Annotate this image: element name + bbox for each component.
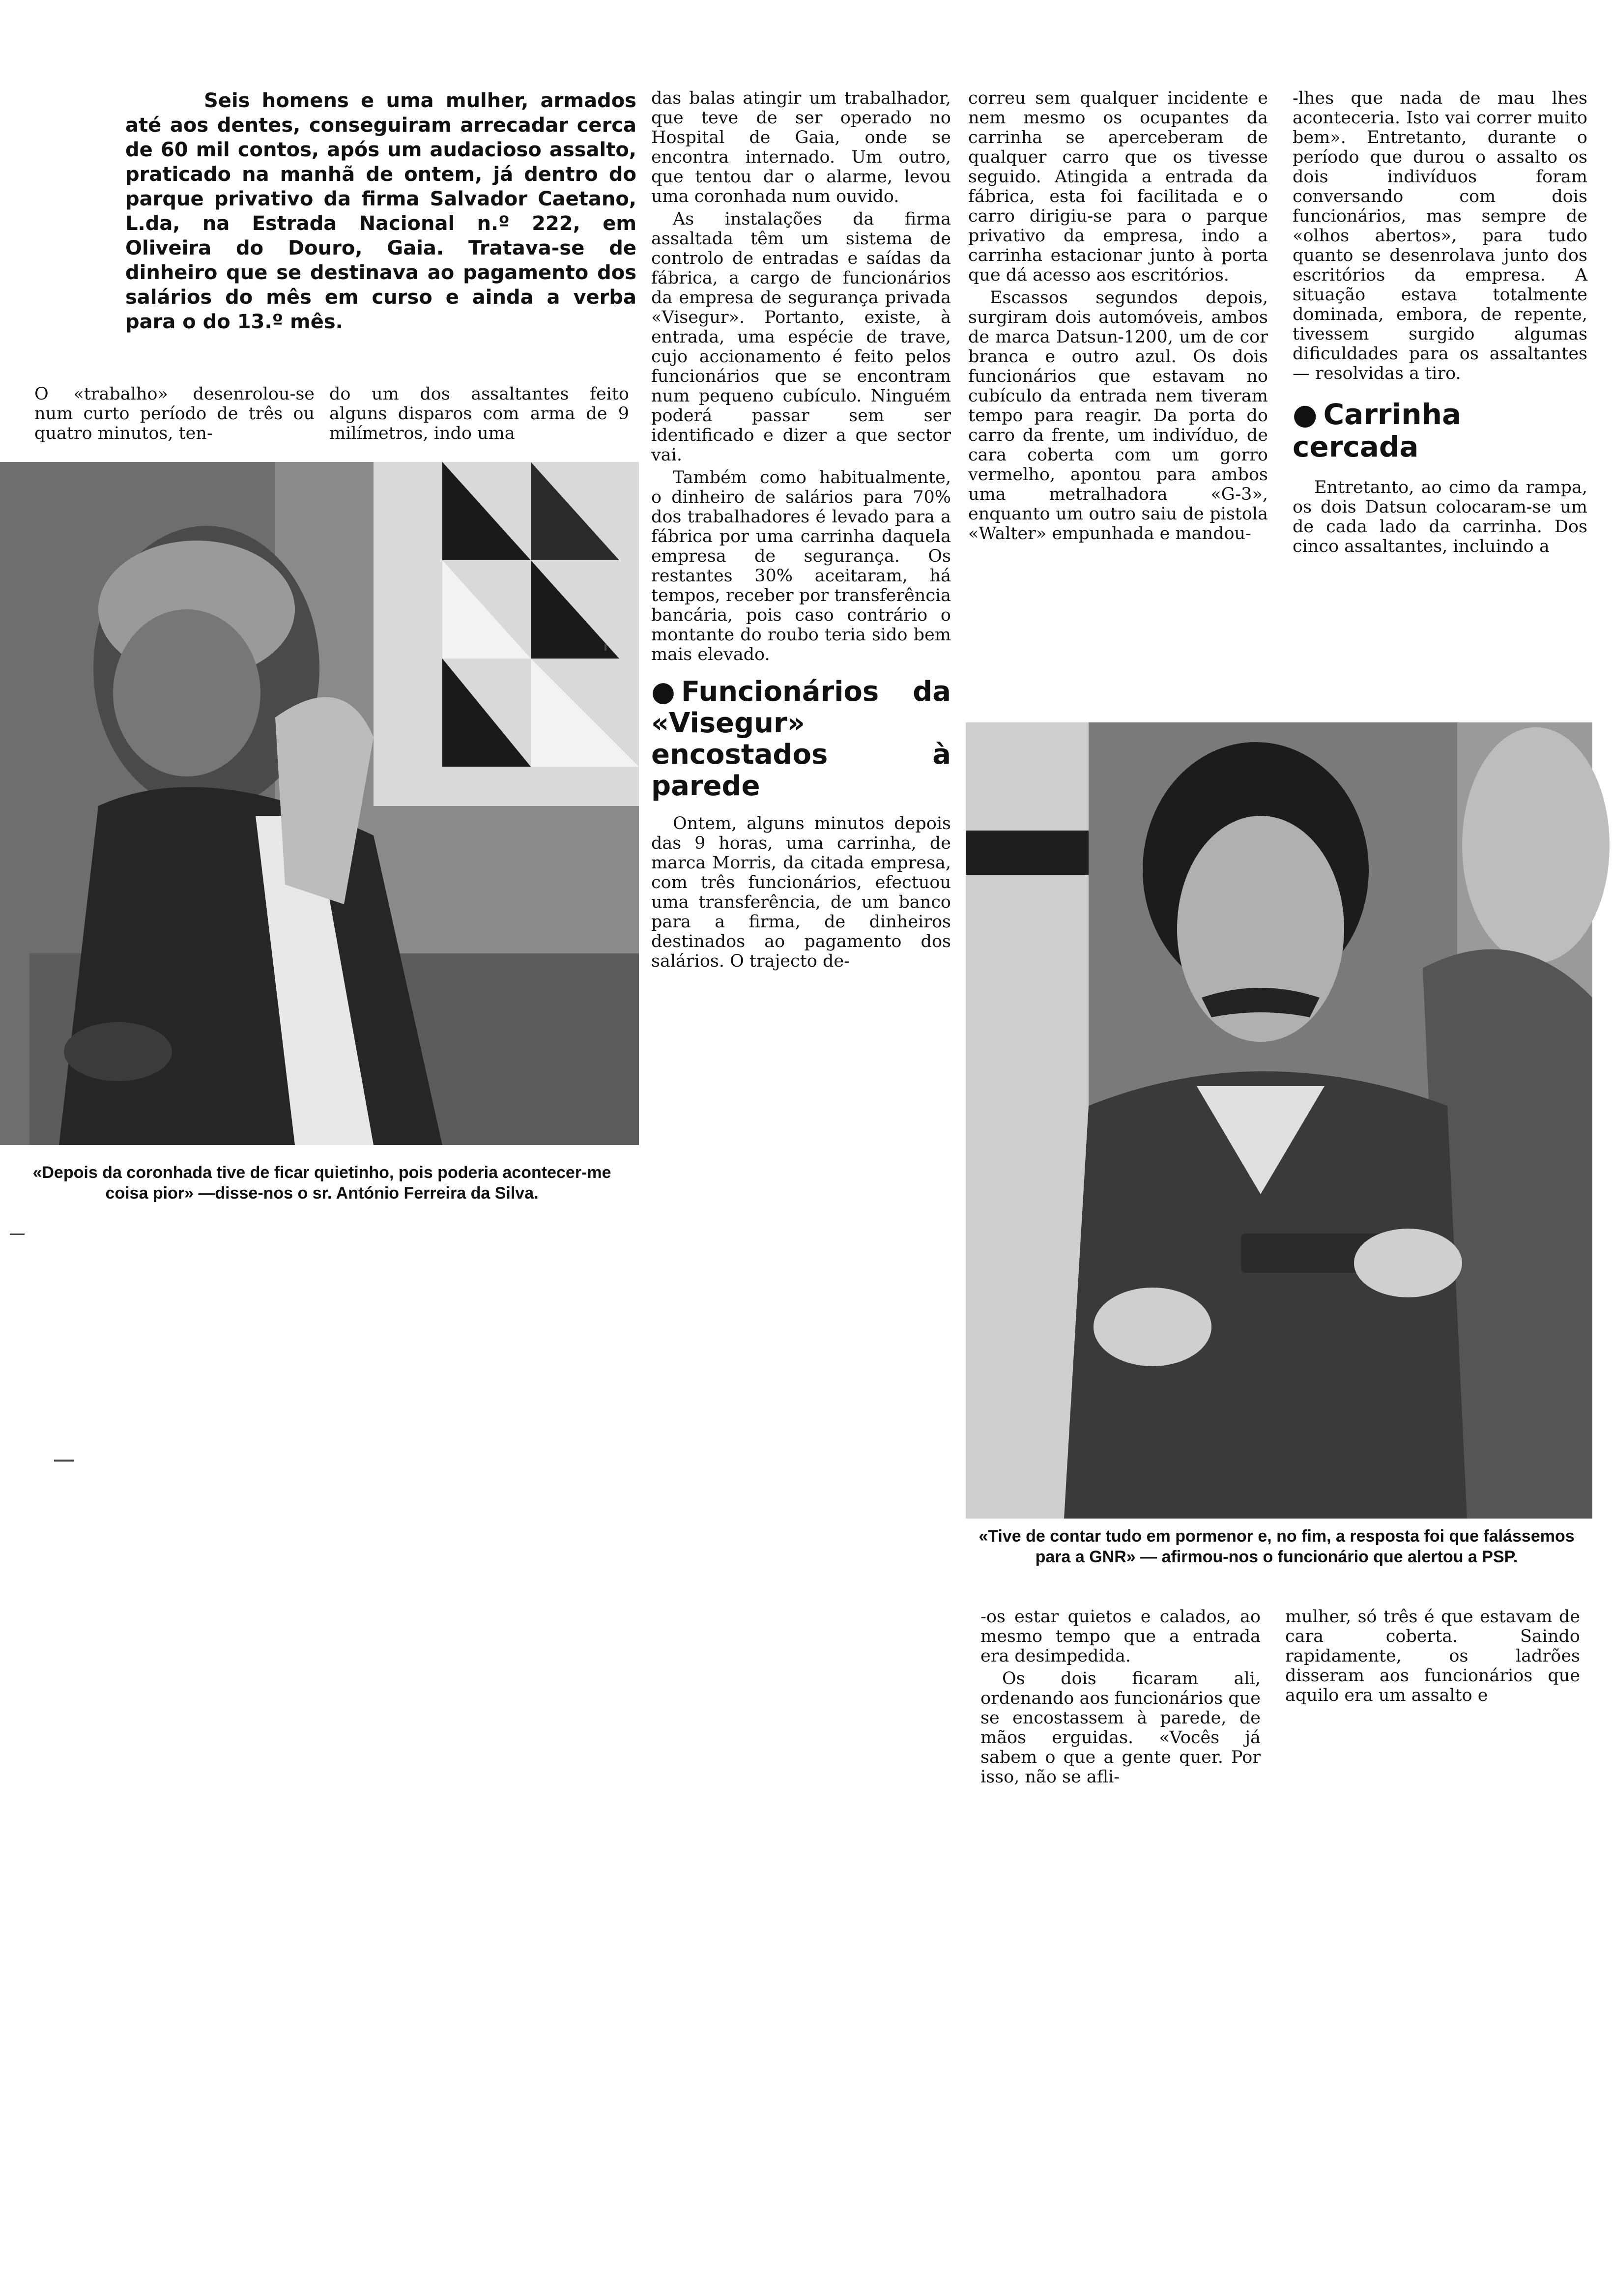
col3-paragraph-3: Também como habitualmente, o dinheiro de salários para 70% dos trabalhadores é levado para a fábrica por uma carrinha daquela empresa de segurança. Os restantes 30% aceitaram, há tempos, receber por transferência bancária, pois caso contrário o montante do roubo teria sido bem mais elevado. xyxy=(651,468,951,664)
subhead-carrinha-text: Carrinha cercada xyxy=(1293,398,1462,463)
article-column-5 xyxy=(1293,88,1587,718)
col4-paragraph-1: correu sem qualquer incidente e nem mesmo os ocupantes da carrinha se aperceberam de qualquer carro que os tivesse seguido. Atingida a entrada da fábrica, esta foi facilitada e o carro dirigiu-se para o parque privativo da empresa, indo a carrinha estacionar junto à porta que dá acesso aos escritórios. xyxy=(968,88,1268,285)
photo-funcionario xyxy=(966,722,1592,1519)
col5-paragraph-2: Entretanto, ao cimo da rampa, os dois Datsun colocaram-se um de cada lado da carrinha. Dos cinco assaltantes, incluindo a xyxy=(1293,478,1587,556)
photo1-caption: «Depois da coronhada tive de ficar quietinho, pois poderia acontecer-me coisa pior» —disse-nos o sr. António Ferreira da Silva. xyxy=(32,1163,611,1203)
col3-paragraph-2: As instalações da firma assaltada têm um sistema de controlo de entradas e saídas da fábrica, a cargo de funcionários da empresa de segurança privada «Visegur». Portanto, existe, à entrada, uma espécie de trave, cujo accionamento é feito pelos funcionários que se encontram num pequeno cubículo. Ninguém poderá passar sem ser identificado e dizer a que sector vai. xyxy=(651,209,951,465)
intro-column-2: do um dos assaltantes feito alguns disparos com arma de 9 milímetros, indo uma xyxy=(329,384,629,443)
col4-bottom-paragraph-1: -os estar quietos e calados, ao mesmo tempo que a entrada era desimpedida. xyxy=(980,1607,1261,1666)
col5-bottom-paragraph-1: mulher, só três é que estavam de cara coberta. Saindo rapidamente, os ladrões disseram aos funcionários que aquilo era um assalto e xyxy=(1285,1607,1580,1705)
col3-paragraph-1: das balas atingir um trabalhador, que teve de ser operado no Hospital de Gaia, onde se encontra internado. Um outro, que tentou dar o alarme, levou uma coronhada num ouvido. xyxy=(651,88,951,206)
col5-paragraph-1: -lhes que nada de mau lhes aconteceria. Isto vai correr muito bem». Entretanto, durante o período que durou o assalto os dois indivíduos foram conversando com dois funcionários, mas sempre de «olhos abertos», para tudo quanto se desenrolava junto dos escritórios da empresa. A situação estava totalmente dominada, embora, de repente, tivessem surgido algumas dificuldades para os assaltantes — resolvidas a tiro. xyxy=(1293,88,1587,383)
intro-column-1: O «trabalho» desenrolou-se num curto período de três ou quatro minutos, ten- xyxy=(34,384,315,443)
article-column-3 xyxy=(651,88,951,971)
article-column-4 xyxy=(968,88,1268,703)
subhead-funcionarios-text: Funcionários da «Visegur» encostados à parede xyxy=(651,676,951,802)
article-column-4-continued xyxy=(980,1607,1261,1818)
article-lead: Seis homens e uma mulher, armados até aos dentes, conseguiram arrecadar cerca de 60 mil contos, após um audacioso assalto, praticado na manhã de ontem, já dentro do parque privativo da firma Salvador Caetano, L.da, na Estrada Nacional n.º 222, em Oliveira do Douro, Gaia. Tratava-se de dinheiro que se destinava ao pagamento dos salários do mês em curso e ainda a verba para o do 13.º mês. xyxy=(125,89,636,333)
photo-antonio-ferreira-image xyxy=(0,462,639,1145)
scan-speck xyxy=(604,644,606,651)
subhead-funcionarios xyxy=(651,676,951,802)
photo-funcionario-image xyxy=(966,722,1592,1519)
scan-speck xyxy=(10,1234,25,1235)
photo2-caption: «Tive de contar tudo em pormenor e, no fim, a resposta foi que falássemos para a GNR» — afirmou-nos o funcionário que alertou a PSP. xyxy=(979,1527,1575,1566)
photo-antonio-ferreira xyxy=(0,462,639,1145)
col4-bottom-paragraph-2: Os dois ficaram ali, ordenando aos funcionários que se encostassem à parede, de mãos erguidas. «Vocês já sabem o que a gente quer. Por isso, não se afli- xyxy=(980,1669,1261,1787)
subhead-carrinha xyxy=(1293,398,1587,463)
bullet-icon: ● xyxy=(1293,398,1318,431)
scan-speck xyxy=(54,1460,74,1462)
col3-paragraph-4: Ontem, alguns minutos depois das 9 horas, uma carrinha, de marca Morris, da citada empresa, com três funcionários, efectuou uma transferência, de um banco para a firma, de dinheiros destinados ao pagamento dos salários. O trajecto de- xyxy=(651,814,951,971)
article-column-5-continued xyxy=(1285,1607,1580,1735)
col4-paragraph-2: Escassos segundos depois, surgiram dois automóveis, ambos de marca Datsun-1200, um de cor branca e outro azul. Os dois funcionários que estavam no cubículo da entrada nem tiveram tempo para reagir. Da porta do carro da frente, um indivíduo, de cara coberta com um gorro vermelho, apontou para ambos uma metralhadora «G-3», enquanto um outro saiu de pistola «Walter» empunhada e mandou- xyxy=(968,288,1268,544)
bullet-icon: ● xyxy=(651,676,675,708)
